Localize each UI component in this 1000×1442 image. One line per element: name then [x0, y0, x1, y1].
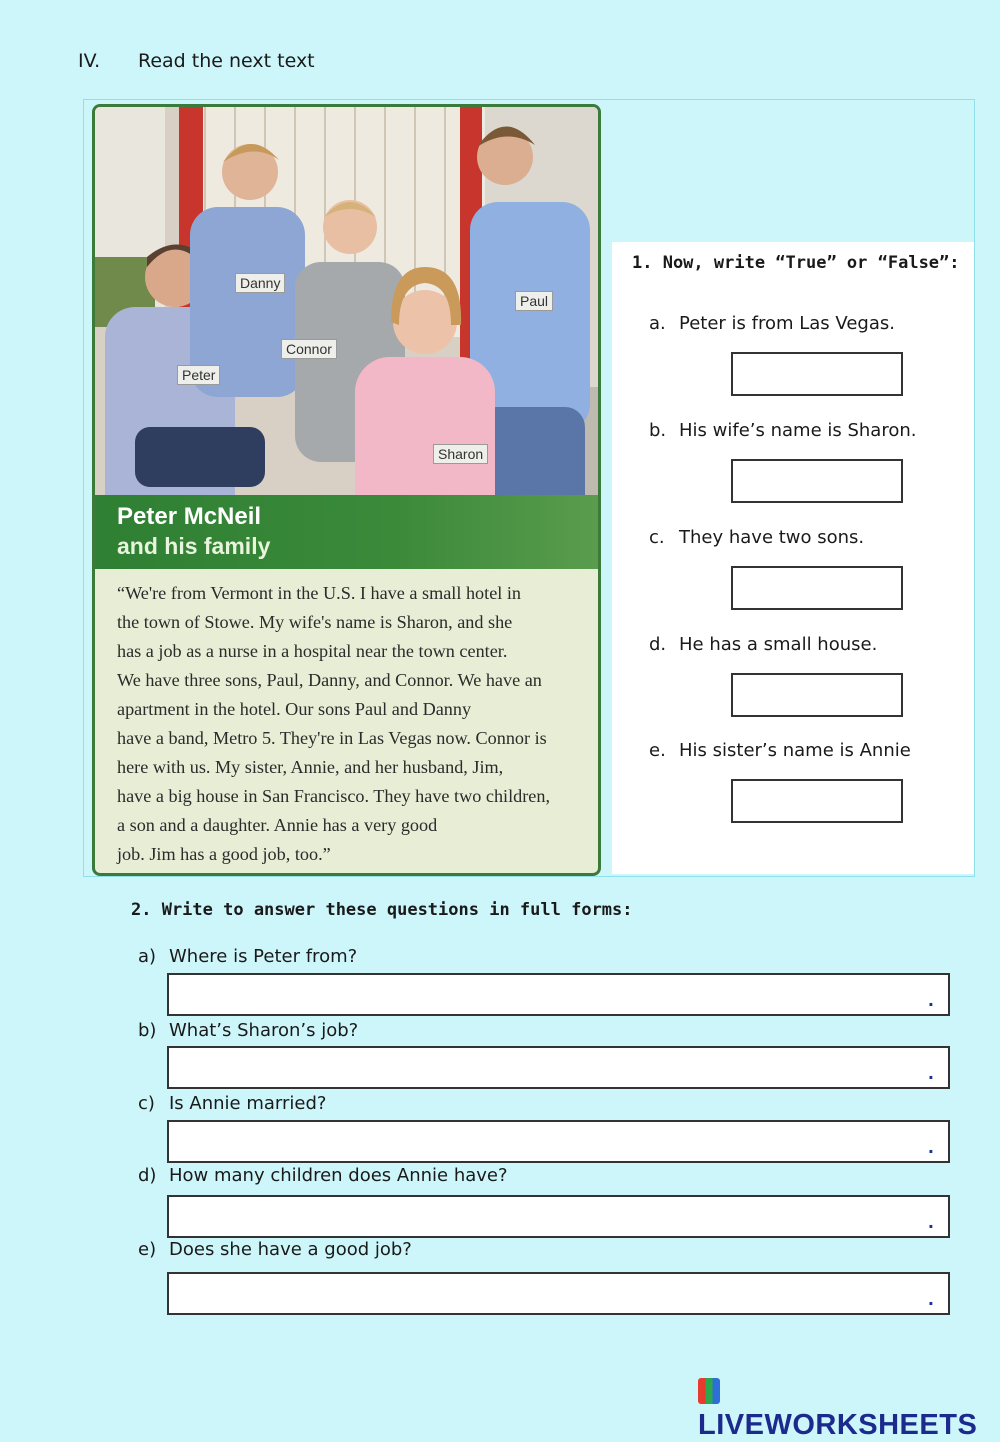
photo-label-sharon: Sharon [433, 444, 488, 464]
passage-line: have a band, Metro 5. They're in Las Vegas now. Connor is [117, 728, 547, 748]
answer-field-a[interactable] [167, 973, 950, 1016]
answer-end-mark: . [927, 1064, 934, 1083]
tf-letter-d: d. [649, 634, 667, 655]
true-false-title: 1. Now, write “True” or “False”: [632, 253, 960, 273]
family-photo [95, 107, 598, 547]
article-passage [117, 579, 587, 869]
question-letter-e: e) [138, 1239, 157, 1260]
tf-statement-a: Peter is from Las Vegas. [679, 313, 895, 334]
photo-label-danny: Danny [235, 273, 285, 293]
article-title-banner [95, 495, 598, 569]
passage-line: the town of Stowe. My wife's name is Sharon, and she [117, 612, 513, 632]
tf-statement-c: They have two sons. [679, 527, 865, 548]
question-text-d: How many children does Annie have? [169, 1165, 508, 1186]
passage-line: “We're from Vermont in the U.S. I have a small hotel in [117, 583, 522, 603]
section-number: IV. [78, 50, 101, 72]
tf-statement-e: His sister’s name is Annie [679, 740, 911, 761]
questions-title: 2. Write to answer these questions in full forms: [131, 900, 633, 920]
tf-statement-d: He has a small house. [679, 634, 878, 655]
tf-letter-e: e. [649, 740, 666, 761]
answer-field-c[interactable] [167, 1120, 950, 1163]
section-title: Read the next text [138, 50, 315, 72]
tf-letter-b: b. [649, 420, 667, 441]
answer-end-mark: . [927, 1213, 934, 1232]
question-text-a: Where is Peter from? [169, 946, 358, 967]
article-title-line2: and his family [117, 533, 271, 559]
tf-answer-box-e[interactable] [731, 779, 903, 823]
answer-end-mark: . [927, 1290, 934, 1309]
family-photo-illustration [95, 107, 598, 547]
question-letter-a: a) [138, 946, 157, 967]
answer-field-e[interactable] [167, 1272, 950, 1315]
tf-answer-box-b[interactable] [731, 459, 903, 503]
article-card [92, 104, 601, 876]
question-text-e: Does she have a good job? [169, 1239, 412, 1260]
passage-line: have a big house in San Francisco. They have two children, [117, 786, 551, 806]
question-text-b: What’s Sharon’s job? [169, 1020, 359, 1041]
tf-letter-a: a. [649, 313, 666, 334]
answer-field-b[interactable] [167, 1046, 950, 1089]
answer-field-d[interactable] [167, 1195, 950, 1238]
question-letter-b: b) [138, 1020, 157, 1041]
photo-label-paul: Paul [515, 291, 553, 311]
liveworksheets-logo-icon [698, 1378, 720, 1404]
photo-label-connor: Connor [281, 339, 337, 359]
tf-answer-box-d[interactable] [731, 673, 903, 717]
passage-line: has a job as a nurse in a hospital near the town center. [117, 641, 508, 661]
article-title-line1: Peter McNeil [117, 503, 262, 530]
question-letter-c: c) [138, 1093, 155, 1114]
question-text-c: Is Annie married? [169, 1093, 327, 1114]
tf-answer-box-a[interactable] [731, 352, 903, 396]
tf-letter-c: c. [649, 527, 665, 548]
passage-line: job. Jim has a good job, too.” [117, 844, 331, 864]
tf-statement-b: His wife’s name is Sharon. [679, 420, 917, 441]
liveworksheets-logo[interactable] [698, 1376, 1000, 1442]
passage-line: here with us. My sister, Annie, and her husband, Jim, [117, 757, 504, 777]
photo-label-peter: Peter [177, 365, 220, 385]
answer-end-mark: . [927, 1138, 934, 1157]
passage-line: apartment in the hotel. Our sons Paul and Danny [117, 699, 472, 719]
liveworksheets-logo-text: LIVEWORKSHEETS [698, 1409, 978, 1441]
answer-end-mark: . [927, 991, 934, 1010]
passage-line: a son and a daughter. Annie has a very good [117, 815, 438, 835]
tf-answer-box-c[interactable] [731, 566, 903, 610]
passage-line: We have three sons, Paul, Danny, and Connor. We have an [117, 670, 542, 690]
question-letter-d: d) [138, 1165, 157, 1186]
